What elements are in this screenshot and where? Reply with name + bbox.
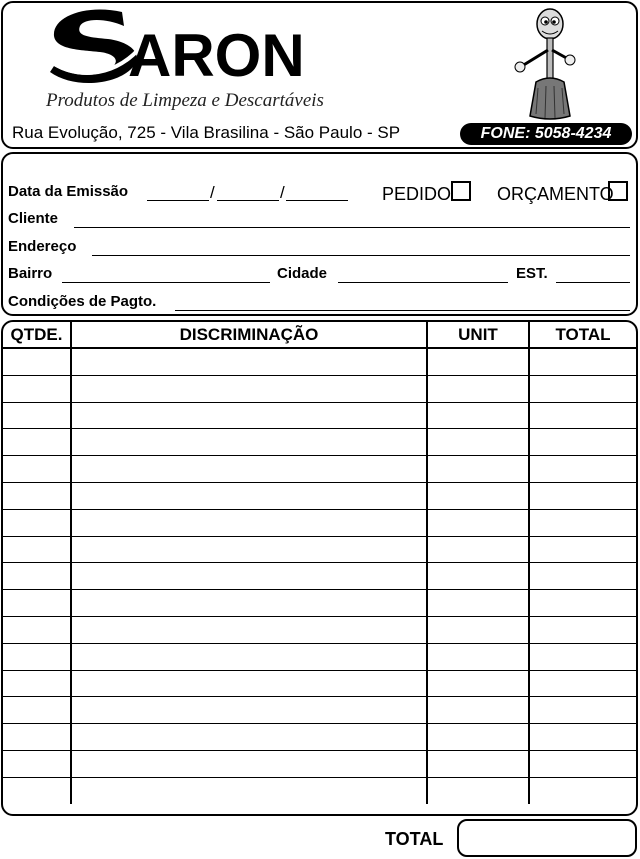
table-row: [3, 509, 636, 536]
qty-cell[interactable]: [3, 777, 71, 803]
unit-price-cell[interactable]: [427, 724, 529, 751]
customer-form-box: [1, 152, 638, 316]
unit-price-cell[interactable]: [427, 563, 529, 590]
unit-price-cell[interactable]: [427, 777, 529, 803]
quote-checkbox[interactable]: [608, 181, 628, 201]
qty-cell[interactable]: [3, 697, 71, 724]
items-table: [3, 322, 636, 804]
line-total-cell[interactable]: [529, 670, 636, 697]
description-cell[interactable]: [71, 697, 427, 724]
description-cell[interactable]: [71, 482, 427, 509]
line-total-cell[interactable]: [529, 697, 636, 724]
table-row: [3, 643, 636, 670]
line-total-cell[interactable]: [529, 509, 636, 536]
unit-price-cell[interactable]: [427, 348, 529, 375]
unit-price-cell[interactable]: [427, 482, 529, 509]
table-row: [3, 482, 636, 509]
date-separator: /: [210, 183, 215, 202]
broom-mascot-icon: [508, 4, 576, 122]
qty-column-header: QTDE.: [3, 322, 71, 348]
tagline: Produtos de Limpeza e Descartáveis: [46, 90, 324, 111]
unit-price-cell[interactable]: [427, 509, 529, 536]
table-row: [3, 777, 636, 803]
company-address: Rua Evolução, 725 - Vila Brasilina - São Paulo - SP: [12, 123, 401, 142]
unit-price-cell[interactable]: [427, 590, 529, 617]
unit-price-cell[interactable]: [427, 402, 529, 429]
description-cell[interactable]: [71, 375, 427, 402]
line-total-cell[interactable]: [529, 536, 636, 563]
phone-badge: FONE: 5058-4234: [460, 123, 632, 145]
issue-date-label: Data da Emissão: [8, 183, 129, 200]
description-cell[interactable]: [71, 429, 427, 456]
unit-price-cell[interactable]: [427, 643, 529, 670]
district-field[interactable]: [62, 282, 270, 283]
unit-price-cell[interactable]: [427, 670, 529, 697]
issue-day-field[interactable]: [147, 200, 209, 201]
quote-label: ORÇAMENTO: [497, 184, 614, 204]
grand-total-label: TOTAL: [385, 829, 444, 849]
qty-cell[interactable]: [3, 563, 71, 590]
description-cell[interactable]: [71, 348, 427, 375]
qty-cell[interactable]: [3, 482, 71, 509]
issue-month-field[interactable]: [217, 200, 279, 201]
issue-year-field[interactable]: [286, 200, 348, 201]
description-cell[interactable]: [71, 563, 427, 590]
order-checkbox[interactable]: [451, 181, 471, 201]
line-total-cell[interactable]: [529, 616, 636, 643]
brand-swoosh-icon: [46, 9, 138, 83]
table-row: [3, 563, 636, 590]
qty-cell[interactable]: [3, 724, 71, 751]
unit-price-cell[interactable]: [427, 697, 529, 724]
line-total-cell[interactable]: [529, 590, 636, 617]
qty-cell[interactable]: [3, 375, 71, 402]
line-total-cell[interactable]: [529, 643, 636, 670]
description-cell[interactable]: [71, 643, 427, 670]
state-label: EST.: [516, 265, 548, 282]
description-cell[interactable]: [71, 536, 427, 563]
line-total-cell[interactable]: [529, 482, 636, 509]
description-cell[interactable]: [71, 750, 427, 777]
brand-wordmark: ARON: [128, 22, 305, 86]
line-total-cell[interactable]: [529, 777, 636, 803]
table-row: [3, 536, 636, 563]
city-field[interactable]: [338, 282, 508, 283]
qty-cell[interactable]: [3, 643, 71, 670]
state-field[interactable]: [556, 282, 630, 283]
order-label: PEDIDO: [382, 184, 452, 204]
qty-cell[interactable]: [3, 456, 71, 483]
items-table-box: [1, 320, 638, 816]
line-total-cell[interactable]: [529, 375, 636, 402]
saron-logo: [42, 6, 362, 86]
description-cell[interactable]: [71, 590, 427, 617]
line-total-cell[interactable]: [529, 724, 636, 751]
description-cell[interactable]: [71, 616, 427, 643]
unit-column-header: UNIT: [427, 322, 529, 348]
table-row: [3, 429, 636, 456]
line-total-cell[interactable]: [529, 429, 636, 456]
unit-price-cell[interactable]: [427, 616, 529, 643]
table-header-row: [3, 322, 636, 348]
unit-price-cell[interactable]: [427, 750, 529, 777]
table-row: [3, 616, 636, 643]
description-cell[interactable]: [71, 777, 427, 803]
table-row: [3, 348, 636, 375]
qty-cell[interactable]: [3, 750, 71, 777]
qty-cell[interactable]: [3, 402, 71, 429]
qty-cell[interactable]: [3, 429, 71, 456]
address-label: Endereço: [8, 238, 77, 255]
description-cell[interactable]: [71, 724, 427, 751]
city-label: Cidade: [277, 265, 328, 282]
unit-price-cell[interactable]: [427, 456, 529, 483]
table-row: [3, 670, 636, 697]
table-row: [3, 590, 636, 617]
line-total-cell[interactable]: [529, 348, 636, 375]
qty-cell[interactable]: [3, 670, 71, 697]
table-row: [3, 402, 636, 429]
client-field[interactable]: [74, 227, 630, 228]
table-row: [3, 697, 636, 724]
description-cell[interactable]: [71, 670, 427, 697]
description-cell[interactable]: [71, 456, 427, 483]
line-total-cell[interactable]: [529, 563, 636, 590]
qty-cell[interactable]: [3, 348, 71, 375]
table-row: [3, 750, 636, 777]
description-column-header: DISCRIMINAÇÃO: [71, 322, 427, 348]
unit-price-cell[interactable]: [427, 536, 529, 563]
grand-total-field[interactable]: [457, 819, 637, 857]
address-field[interactable]: [92, 255, 630, 256]
table-row: [3, 375, 636, 402]
line-total-cell[interactable]: [529, 456, 636, 483]
unit-price-cell[interactable]: [427, 429, 529, 456]
payment-terms-label: Condições de Pagto.: [8, 293, 157, 310]
district-label: Bairro: [8, 265, 53, 282]
line-total-cell[interactable]: [529, 750, 636, 777]
qty-cell[interactable]: [3, 536, 71, 563]
qty-cell[interactable]: [3, 590, 71, 617]
qty-cell[interactable]: [3, 509, 71, 536]
table-row: [3, 724, 636, 751]
items-table-body: [3, 348, 636, 804]
qty-cell[interactable]: [3, 616, 71, 643]
table-row: [3, 456, 636, 483]
description-cell[interactable]: [71, 402, 427, 429]
line-total-cell[interactable]: [529, 402, 636, 429]
total-column-header: TOTAL: [529, 322, 636, 348]
date-separator: /: [280, 183, 285, 202]
payment-terms-field[interactable]: [175, 310, 630, 311]
description-cell[interactable]: [71, 509, 427, 536]
unit-price-cell[interactable]: [427, 375, 529, 402]
client-label: Cliente: [8, 210, 59, 227]
